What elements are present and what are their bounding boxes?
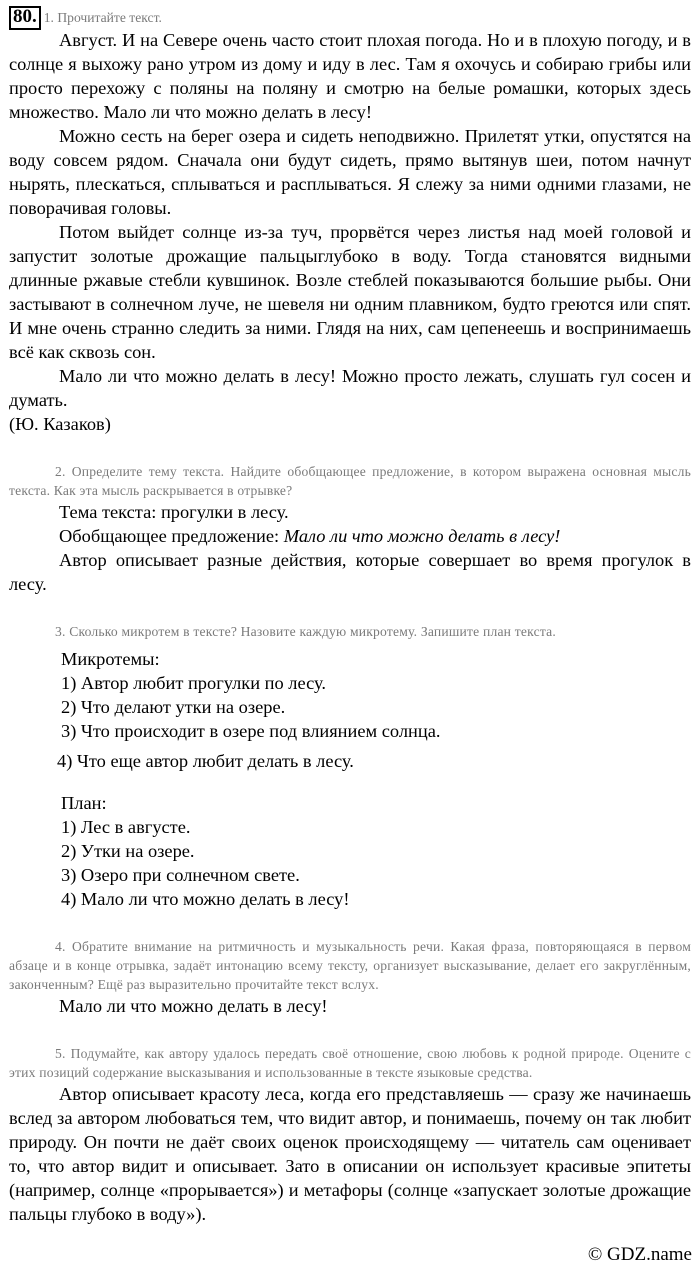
task-5-answer: Автор описывает красоту леса, когда его представляешь — сразу же начинаешь вслед за автором любоваться тем, что видит автор, и понимаешь, почему он так любит природу. Он почти не даёт своих оценок происходящему — читатель сам оценивает то, что автор видит и описывает. Зато в описании он использует красивые эпитеты (например, солнце «прорывается») и метафоры (солнце «запускает золотые дрожащие пальцы глубоко в воду»). xyxy=(9,1084,691,1224)
theme-value: прогулки в лесу. xyxy=(160,502,289,522)
task-2-question: 2. Определите тему текста. Найдите обобщающее предложение, в котором выражена основная мысль текста. Как эта мысль раскрывается в отрывке? xyxy=(9,464,691,498)
exercise-page xyxy=(9,6,691,1226)
task-4-answer: Мало ли что можно делать в лесу! xyxy=(59,996,328,1016)
plan-item: 4) Мало ли что можно делать в лесу! xyxy=(61,889,350,909)
text-paragraph-4: Мало ли что можно делать в лесу! Можно просто лежать, слушать гул сосен и думать. xyxy=(9,366,691,410)
microthemes-label: Микротемы: xyxy=(61,649,160,669)
microtheme-item: 3) Что происходит в озере под влиянием солнца. xyxy=(61,721,441,741)
microtheme-item: 1) Автор любит прогулки по лесу. xyxy=(61,673,326,693)
text-paragraph-1: Август. И на Севере очень часто стоит плохая погода. Но и в плохую погоду, и в солнце я выхожу рано утром из дому и иду в лес. Там я охочусь и собираю грибы или просто перехожу с поляны на поляну и смотрю на белые ромашки, которых здесь множество. Мало ли что можно делать в лесу! xyxy=(9,30,691,122)
microtheme-item: 2) Что делают утки на озере. xyxy=(61,697,286,717)
task-3-question: 3. Сколько микротем в тексте? Назовите каждую микротему. Запишите план текста. xyxy=(55,624,556,639)
exercise-header xyxy=(9,6,691,28)
task-5-question: 5. Подумайте, как автору удалось передать своё отношение, свою любовь к родной природе. Оцените с этих позиций содержание высказывания и использованные в тексте языковые средства. xyxy=(9,1046,691,1080)
text-author: (Ю. Казаков) xyxy=(9,414,111,434)
exercise-number: 80. xyxy=(9,6,41,30)
microtheme-item: 4) Что еще автор любит делать в лесу. xyxy=(57,751,354,771)
task-1-instruction: 1. Прочитайте текст. xyxy=(43,10,162,25)
task-2-answer: Автор описывает разные действия, которые совершает во время прогулок в лесу. xyxy=(9,550,691,594)
plan-item: 2) Утки на озере. xyxy=(61,841,195,861)
plan-label: План: xyxy=(61,793,107,813)
copyright-watermark: © GDZ.name xyxy=(587,1244,692,1265)
theme-label: Тема текста: xyxy=(59,502,157,522)
summary-value: Мало ли что можно делать в лесу! xyxy=(283,526,561,546)
task-4-question: 4. Обратите внимание на ритмичность и музыкальность речи. Какая фраза, повторяющаяся в первом абзаце и в конце отрывка, задаёт интонацию всему тексту, организует высказывание, делает его закруглённым, законченным? Ещё раз выразительно прочитайте текст вслух. xyxy=(9,939,691,992)
task-2-theme xyxy=(9,500,691,524)
text-paragraph-3: Потом выйдет солнце из-за туч, прорвётся через листья над моей головой и запустит золотые дрожащие пальцыглубоко в воду. Тогда становятся видными длинные ржавые стебли кувшинок. Возле стеблей показываются большие рыбы. Они застывают в солнечном луче, не шевеля ни одним плавником, будто греются или спят. И мне очень странно следить за ними. Глядя на них, сам цепенеешь и воспринимаешь всё как сквозь сон. xyxy=(9,222,691,362)
task-2-summary xyxy=(9,524,691,548)
plan-item: 1) Лес в августе. xyxy=(61,817,191,837)
plan-item: 3) Озеро при солнечном свете. xyxy=(61,865,300,885)
summary-label: Обобщающее предложение: xyxy=(59,526,280,546)
text-paragraph-2: Можно сесть на берег озера и сидеть неподвижно. Прилетят утки, опустятся на воду совсем рядом. Сначала они будут сидеть, прямо вытянув шеи, потом начнут нырять, плескаться, сплываться и расплываться. Я слежу за ними одними глазами, не поворачивая головы. xyxy=(9,126,691,218)
